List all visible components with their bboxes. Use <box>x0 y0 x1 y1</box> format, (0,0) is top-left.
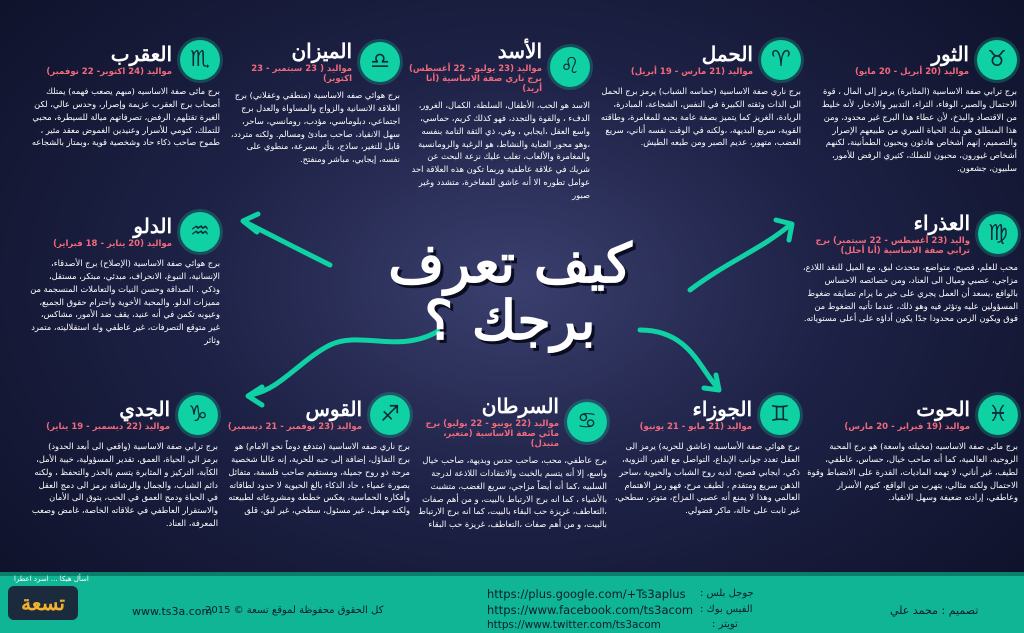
sign-description: برج عاطفي، محب، صاحب حدس وبديهة، صاحب خيال واسع، إلا أنه يتسم بالخبث والانتقادات اللاذعة لدرجة السلبيه ،كما أنه أيضاً مزاجي، سريع الغضب، متشبث بالأشياء ، كما انه برج الارتباط بالبيت، و من أهم صفات ،التعاطف، غريزة حب البقاء بالبيت، كما انه برج الارتباط بالبيت، و من أهم صفات ،التعاطف، غريزة حب البقاء <box>418 455 607 530</box>
logo-tagline: اسأل هيكا ... اسرد اعطرا <box>14 575 89 583</box>
scorpio-icon: ♏ <box>180 40 220 80</box>
sign-description: برج مائى صفة الاساسيه (مخيلته واسعة) هو برج المحبة الروحية، العالمية، كما أنه صاحب خيال، حساس، عاطفي، لطيف، غير أناني، لا تهمه الماديات، القدرة على الانضباط وقوة الاحتمال ولكنه مثالي، يتهرب من الواقع، كتوم الأسرار وعاطفي، إرادته ضعيفة وسهل الانقياد. <box>807 441 1018 503</box>
sign-card-asad <box>405 40 590 202</box>
sign-header <box>804 395 1018 435</box>
main-title-line-2: برجك ؟ <box>424 287 596 352</box>
designer-credit: تصميم : محمد علي <box>890 604 979 617</box>
sign-dates: مواليد (19 فبراير - 20 مارس) <box>844 422 970 432</box>
sign-card-thawr <box>812 40 1017 175</box>
sign-card-hout <box>804 395 1018 504</box>
sign-name: السرطان <box>481 394 559 418</box>
site-logo[interactable] <box>8 575 89 620</box>
sign-header <box>225 40 400 84</box>
sign-name: العقرب <box>110 42 172 66</box>
sign-header <box>30 212 220 252</box>
twitter-link[interactable]: https://www.twitter.com/ts3acom <box>487 619 661 631</box>
sign-description: برج ناري صفه الاساسية (متدفع دوماً نحو الامام) هو برج التفاؤل، إضافة إلى حبه للحرية، إنه غالبا شخصية مرحة ذو روح جميلة، ومستقيم صاحب فلسفة، متفائل بصورة عمياء ، حاد الذكاء بالغ الحيوية لا حدود لطاقاته وأفكاره الحماسية، يعكس خططه ومشروعاته لطبيعته ولكنه مهمل، غير مسئول، سطحي، غير لبق، قلق <box>228 441 410 516</box>
sign-dates: مواليد (22 ديسمبر - 19 يناير) <box>46 422 170 432</box>
sign-card-haml <box>596 40 801 149</box>
sign-card-mizan <box>225 40 400 166</box>
aries-icon: ♈ <box>761 40 801 80</box>
sign-dates: مواليد (20 أبريل - 20 مايو) <box>854 67 969 77</box>
sagittarius-icon: ♐ <box>370 395 410 435</box>
sign-header <box>596 40 801 80</box>
sign-description: برج هوائي صفة الأساسيه (عاشق للحريه) يرمز الى العقل تعدد جوانب الإبداع، التواصل مع الغير، النزوية، ذكي، ايجابي فصيح، لديه روح الشباب والحيوية ،ساحر الذهن سريع ومتقدم ، لطيف مرح، فهو رمز الاهتمام العالمي وهذا لا يمنع أنه عصبي المزاج، متوتر، سطحي، غير ثابت على حالة، ماكر فضولي. <box>614 441 800 516</box>
sign-dates: مواليد (21 مارس - 19 أبريل) <box>630 67 753 77</box>
sign-header <box>222 395 410 435</box>
sign-header <box>612 395 800 435</box>
sign-description: برج ترابي صفة الاساسية (واقعي الى أبعد الحدود) برمز الى الحياة، العمق، تقدير المسؤولية، خيبة الأمل، الكآبة، التركيز و المثابرة يتسم بالحذر والتحفظ ، ولكنه دائم الشباب، والجمال والرشاقة برمز الى دمج العقل في الحياة ودمج العمق في الحب، يتوق الى الأمان والاستقرار العاطفي في علاقاته الخاصة، غامض وصعب المعرفة، العناد. <box>31 441 218 529</box>
footer-divider <box>0 572 1024 576</box>
aquarius-icon: ♒ <box>180 212 220 252</box>
capricorn-icon: ♑ <box>178 395 218 435</box>
facebook-link[interactable]: https://www.facebook.com/ts3acom <box>487 603 694 617</box>
sign-name: الجدي <box>119 397 170 421</box>
sign-name: الثور <box>931 42 969 66</box>
cancer-icon: ♋ <box>567 402 607 442</box>
sign-description: برج هوائي صفة الاساسية (الإصلاح) برج الأصدقاء، الإنسانية، النبوغ، الانحراف، مبدئي، مبتكر، مستقل، وذكي . الصداقة وحسن النيات والتعاملات المنسجمة من مميزات الدلو. والمحبة الأخوية واحترام حقوق الجميع، وعيوبه تكمن في أنه عنيد، يقف ضد الأمور، مشاكس، غير متوقع التصرفات، غير عاطفي وله استقلاليته، متمرد وثائر <box>30 258 220 346</box>
sign-card-dalw <box>30 212 220 347</box>
sign-name: الجوزاء <box>692 397 752 421</box>
sign-description: محب للعلم، فصيح، متواضع، متحدث لبق، مع الميل للنقد اللاذع، مزاجي، عصبي وميال الى العناد، ومن خصائصه الاحساس بالواقع ،يسعد أن العمل يجري على خير ما يرام تضايقه ضغوط المسؤولين عليه وتؤثر فيه وهو ذلك، عندما تأتيه الضغوط من فوق ويكون الزمن محدودا جدًا يكون أداؤه على أعلى مستوياته. <box>802 262 1018 324</box>
sign-name: العذراء <box>913 211 970 235</box>
libra-icon: ♎ <box>360 42 400 82</box>
sign-header <box>415 395 607 449</box>
sign-description: برج ترابي صفة الاساسية (المثابرة) يرمز إلى المال ، قوة الاحتمال والصبر، الوفاء، الثراء، التدبير والادخار، لأنه خليط من الاقتصاد والبذخ، لأن عطاء هذا البرج غير محدود، ومن هذا المنطلق هو بنك الحياة السري من طبيعهم الإصرار والتصميم، إنهم أشخاص هادئون ويحبون الطمأنينة، لكنهم أشخاص غيورون، محبون للتملك، كثيري الرفض للأمور، سلبيون، جشعون. <box>821 86 1017 174</box>
sign-card-aqrab <box>30 40 220 149</box>
sign-card-qaws <box>222 395 410 517</box>
sign-dates: مواليد (20 يناير - 18 فبراير) <box>53 239 172 249</box>
sign-card-adhra <box>800 212 1018 325</box>
google-plus-link[interactable]: https://plus.google.com/+Ts3aplus <box>487 587 686 601</box>
sign-card-saratan <box>415 395 607 531</box>
sign-name: الأسد <box>497 39 542 63</box>
sign-dates: مواليد (23 يوليو - 22 أغسطس) برج ناري صفة الاساسية (أنا أريد) <box>408 64 542 94</box>
arrow-top-right <box>690 225 790 290</box>
sign-header <box>812 40 1017 80</box>
site-url[interactable]: www.ts3a.com <box>132 605 213 618</box>
sign-description: برج ناري صفة الاساسية (حماسه الشباب) يرمز برج الحمل الى الذات وثقته الكبيرة في النفس، الشجاعة، المبادرة، الريادة، الغريز كما يتميز بصفة عامة بحبه للمغامرة، وطاقته القوية، سريع البديهة، ،ولكنه في الوقت نفسه أناني، سريع الغضب، متهور، عديم الصبر ومن طبعه الطيش. <box>600 86 801 148</box>
main-title <box>330 231 690 352</box>
sign-card-jawza <box>612 395 800 517</box>
sign-dates: مواليد ( 23 سبتمبر - 23 اكتوبر) <box>251 64 352 84</box>
sign-header <box>30 40 220 80</box>
sign-description: برج مائى صفة الاساسيه (مبهم يصعب فهمه) يمتلك أصحاب برج العقرب عزيمة وإصرار، وحدس عالي، لكن الغيرة تقتلهم، الرفض، تصرفاتهم ميالة للسيطرة، محبي للتملك، كتومي للأسرار وعنيدين الغموض معقد مثير ، طموح صاحب ذكاء حاد وشخصية قوية ،وبمتاز بالشجاعه <box>31 86 220 148</box>
sign-dates: مواليد (23 نوفمبر - 21 ديسمبر) <box>227 422 362 432</box>
leo-icon: ♌ <box>550 47 590 87</box>
sign-card-jady <box>30 395 218 530</box>
facebook-label: الفيس بوك : <box>700 604 753 615</box>
sign-name: القوس <box>305 397 362 421</box>
sign-name: الميزان <box>291 39 352 63</box>
main-title-line-1: كيف تعرف <box>388 231 632 295</box>
taurus-icon: ♉ <box>977 40 1017 80</box>
sign-header <box>800 212 1018 256</box>
gemini-icon: ♊ <box>760 395 800 435</box>
sign-dates: واليد (23 أغسطس - 22 سبتمبر) برج ترابي صفة الاساسية (أنا أحلل) <box>815 236 970 256</box>
sign-dates: مواليد (21 مايو - 21 يونيو) <box>639 422 752 432</box>
sign-description: برج هوائي صفه الاساسية (منطقي وعقلاني) برج العلاقة الانسانية والزواج والمساواة والعدل برج اجتماعي، دبلوماسي، مؤدب، رومانسي، ساحر، سهل الانقياد، صاحب مبادئ ومسالم. ولكنه متردد، قابل للتغير، ساذج، يتأثر بسرعة، منطوي على نفسه، إيجابي، مباشر ومنفتح. <box>230 90 400 165</box>
sign-name: الدلو <box>133 214 172 238</box>
twitter-label: تويتر : <box>712 619 738 630</box>
pisces-icon: ♓ <box>978 395 1018 435</box>
google-plus-label: جوجل بلس : <box>700 588 754 599</box>
sign-name: الحمل <box>701 42 753 66</box>
sign-dates: مواليد (22 يونيو - 22 يوليو) برج مائي صفة الاساسية (متغير، متبدل) <box>425 419 559 449</box>
sign-dates: مواليد (24 اكتوبر- 22 نوفمبر) <box>46 67 172 77</box>
sign-description: الاسد هو الحب، الأطفال، السلطة، الكمال، الغرور، الدفء ، والقوة والتجدد، فهو كذلك كريم، حماسي، واسع العقل ،ايجابي ، وفي، ذي الثقة التامة بنفسه ،وهو محور العناية والنشاط، هو الرغبة والرومانسية والمغامرة والألعاب، تغلب عليك نزعة البحث عن شريك في علاقة عاطفية وربما تكون هذه العلاقة احد عوامل تطوره الا أنه عاشق للمفاخرة، متشدد وغير صبور <box>411 100 590 201</box>
logo-word: تسعة <box>21 591 65 615</box>
sign-header <box>405 40 590 94</box>
copyright: كل الحقوق محفوظة لموقع تسعة © 2015 <box>205 605 384 616</box>
sign-name: الحوت <box>916 397 970 421</box>
sign-header <box>30 395 218 435</box>
virgo-icon: ♍ <box>978 214 1018 254</box>
arrow-top-left <box>245 222 330 265</box>
